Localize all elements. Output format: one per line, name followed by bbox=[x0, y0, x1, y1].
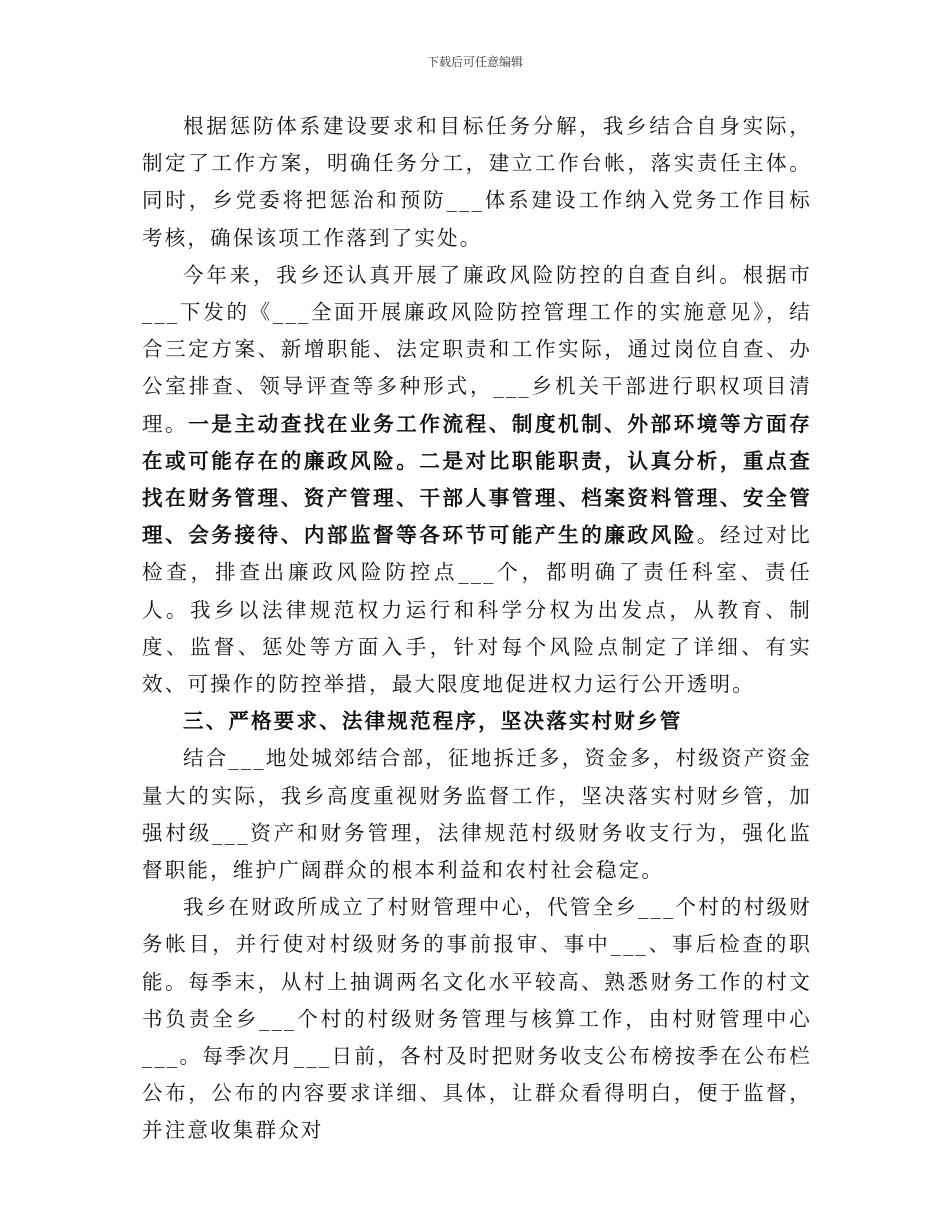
page-header: 下载后可任意编辑 bbox=[426, 55, 523, 69]
paragraph-5: 我乡在财政所成立了村财管理中心，代管全乡___个村的村级财务帐目，并行使对村级财务的事前报审、事中___、事后检查的职能。每季末，从村上抽调两名文化水平较高、熟悉财务工作的村文书负责全乡___个村的村级财务管理与核算工作，由村财管理中心___。每季次月___日前，各村及时把财务收支公布榜按季在公布栏公布，公布的内容要求详细、具体，让群众看得明白，便于监督，并注意收集群众对 bbox=[142, 895, 812, 1143]
paragraph-4: 结合___地处城郊结合部，征地拆迁多，资金多，村级资产资金量大的实际，我乡高度重视财务监督工作，坚决落实村财乡管，加强村级___资产和财务管理，法律规范村级财务收支行为，强化监督职能，维护广阔群众的根本利益和农村社会稳定。 bbox=[142, 746, 812, 883]
document-body bbox=[142, 108, 812, 1150]
paragraph-2 bbox=[142, 257, 812, 703]
paragraph-2-text-start: 今年来，我乡还认真开展了廉政风险防控的自查自纠。根据市___下发的《___全面开展廉政风险防控管理工作的实施意见》，结合三定方案、新增职能、法定职责和工作实际，通过岗位自查、办公室排查、领导评查等多种形式，___乡机关干部进行职权项目清理。 bbox=[142, 262, 812, 436]
section-heading-3: 三、严格要求、法律规范程序，坚决落实村财乡管 bbox=[183, 709, 683, 734]
paragraph-2-text-end: 。经过对比检查，排查出廉政风险防控点___个，都明确了责任科室、责任人。我乡以法律规范权力运行和科学分权为出发点，从教育、制度、监督、惩处等方面入手，针对每个风险点制定了详细、有实效、可操作的防控举措，最大限度地促进权力运行公开透明。 bbox=[142, 523, 812, 697]
paragraph-2-bold-text: 一是主动查找在业务工作流程、制度机制、外部环境等方面存在或可能存在的廉政风险。二是对比职能职责，认真分析，重点查找在财务管理、资产管理、干部人事管理、档案资料管理、安全管理、会务接待、内部监督等各环节可能产生的廉政风险 bbox=[142, 411, 813, 548]
paragraph-1: 根据惩防体系建设要求和目标任务分解，我乡结合自身实际，制定了工作方案，明确任务分工，建立工作台帐，落实责任主体。同时，乡党委将把惩治和预防___体系建设工作纳入党务工作目标考核，确保该项工作落到了实处。 bbox=[142, 114, 812, 250]
